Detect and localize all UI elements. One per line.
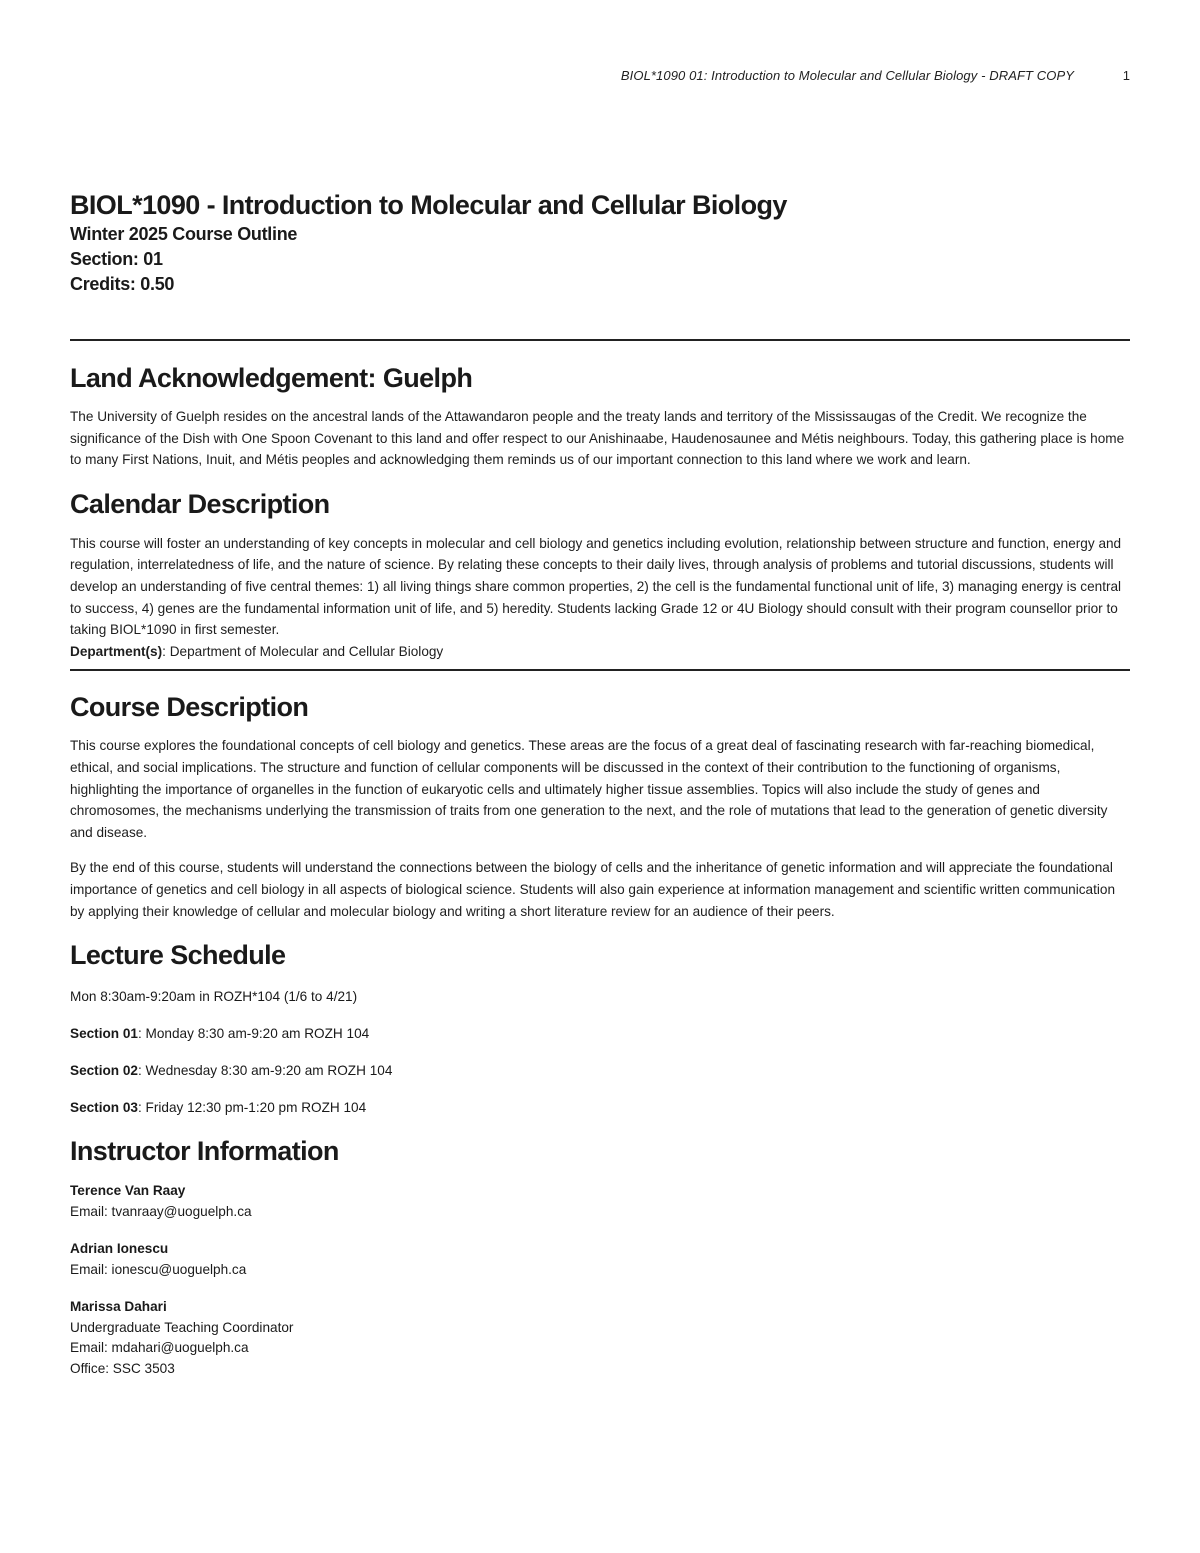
section-divider — [70, 669, 1130, 671]
page-number: 1 — [1122, 68, 1130, 83]
instructor-card — [70, 1181, 1130, 1222]
lecture-section-label: Section 02 — [70, 1063, 138, 1079]
lecture-section-label: Section 03 — [70, 1100, 138, 1116]
lecture-section-label: Section 01 — [70, 1026, 138, 1042]
lecture-section-01 — [70, 1024, 1130, 1044]
lecture-section-detail: : Wednesday 8:30 am-9:20 am ROZH 104 — [138, 1063, 393, 1079]
instructor-email: Email: mdahari@uoguelph.ca — [70, 1340, 249, 1356]
credits-line: Credits: 0.50 — [70, 274, 175, 294]
lecture-section-detail: : Monday 8:30 am-9:20 am ROZH 104 — [138, 1026, 370, 1042]
instructor-card — [70, 1297, 1130, 1379]
page-header — [0, 68, 1200, 88]
instructor-name: Adrian Ionescu — [70, 1241, 169, 1257]
section-divider — [70, 339, 1130, 341]
lecture-section-02 — [70, 1061, 1130, 1081]
instructor-name: Marissa Dahari — [70, 1299, 167, 1315]
land-ack-heading: Land Acknowledgement: Guelph — [70, 363, 473, 393]
instructor-name: Terence Van Raay — [70, 1183, 186, 1199]
course-title: BIOL*1090 - Introduction to Molecular and Cellular Biology — [70, 190, 787, 220]
instructor-card — [70, 1239, 1130, 1280]
instructor-email: Email: ionescu@uoguelph.ca — [70, 1261, 247, 1277]
instructor-office: Office: SSC 3503 — [70, 1360, 175, 1376]
course-desc-heading: Course Description — [70, 692, 309, 723]
lecture-main-line: Mon 8:30am-9:20am in ROZH*104 (1/6 to 4/21) — [70, 989, 358, 1005]
term-line: Winter 2025 Course Outline — [70, 224, 298, 244]
department-label: Department(s) — [70, 643, 163, 659]
section-line: Section: 01 — [70, 249, 163, 269]
course-desc-para-1: This course explores the foundational concepts of cell biology and genetics. These areas are the focus of a great deal of fascinating research with far-reaching biomedical, ethical, and social implications. The structure and function of cellular components will be discussed in the context of their contribution to the functioning of organisms, highlighting the importance of organelles in the function of eukaryotic cells and ultimately higher tissue assemblies. Topics will also include the study of genes and chromosomes, the mechanisms underlying the transmission of traits from one generation to the next, and the role of mutations that lead to the generation of genetic diversity and disease. — [70, 738, 1108, 840]
lecture-section-detail: : Friday 12:30 pm-1:20 pm ROZH 104 — [138, 1100, 367, 1116]
calendar-text: This course will foster an understanding of key concepts in molecular and cell biology and genetics including evolution, relationship between structure and function, energy and regulation, interrelatedness of life, and the nature of science. By relating these concepts to their daily lives, through analysis of problems and tutorial discussions, students will develop an understanding of five central themes: 1) all living things share common properties, 2) the cell is the fundamental functional unit of life, 3) managing energy is central to success, 4) genes are the fundamental information unit of life, and 5) heredity. Students lacking Grade 12 or 4U Biology should consult with their program counsellor prior to taking BIOL*1090 in first semester. — [70, 535, 1122, 638]
land-ack-text: The University of Guelph resides on the ancestral lands of the Attawandaron people and the treaty lands and territory of the Mississaugas of the Credit. We recognize the significance of the Dish with One Spoon Covenant to this land and offer respect to our Anishinaabe, Haudenosaunee and Métis neighbours. Today, this gathering place is home to many First Nations, Inuit, and Métis peoples and acknowledging them reminds us of our important connection to this land where we work and learn. — [70, 409, 1125, 468]
department-line — [70, 641, 1130, 663]
instructor-email: Email: tvanraay@uoguelph.ca — [70, 1203, 252, 1219]
document-body — [70, 188, 1130, 1379]
instructor-role: Undergraduate Teaching Coordinator — [70, 1319, 294, 1335]
course-desc-para-2: By the end of this course, students will understand the connections between the biology of cells and the inheritance of genetic information and will appreciate the foundational importance of genetics and cell biology in all aspects of biological science. Students will also gain experience at information management and scientific written communication by applying their knowledge of cellular and molecular biology and writing a short literature review for an audience of their peers. — [70, 860, 1116, 919]
lecture-section-03 — [70, 1098, 1130, 1118]
running-title: BIOL*1090 01: Introduction to Molecular and Cellular Biology - DRAFT COPY — [620, 68, 1074, 83]
calendar-heading: Calendar Description — [70, 488, 330, 519]
lecture-heading: Lecture Schedule — [70, 940, 286, 971]
instructor-heading: Instructor Information — [70, 1136, 339, 1167]
department-value: : Department of Molecular and Cellular Biology — [162, 643, 444, 659]
